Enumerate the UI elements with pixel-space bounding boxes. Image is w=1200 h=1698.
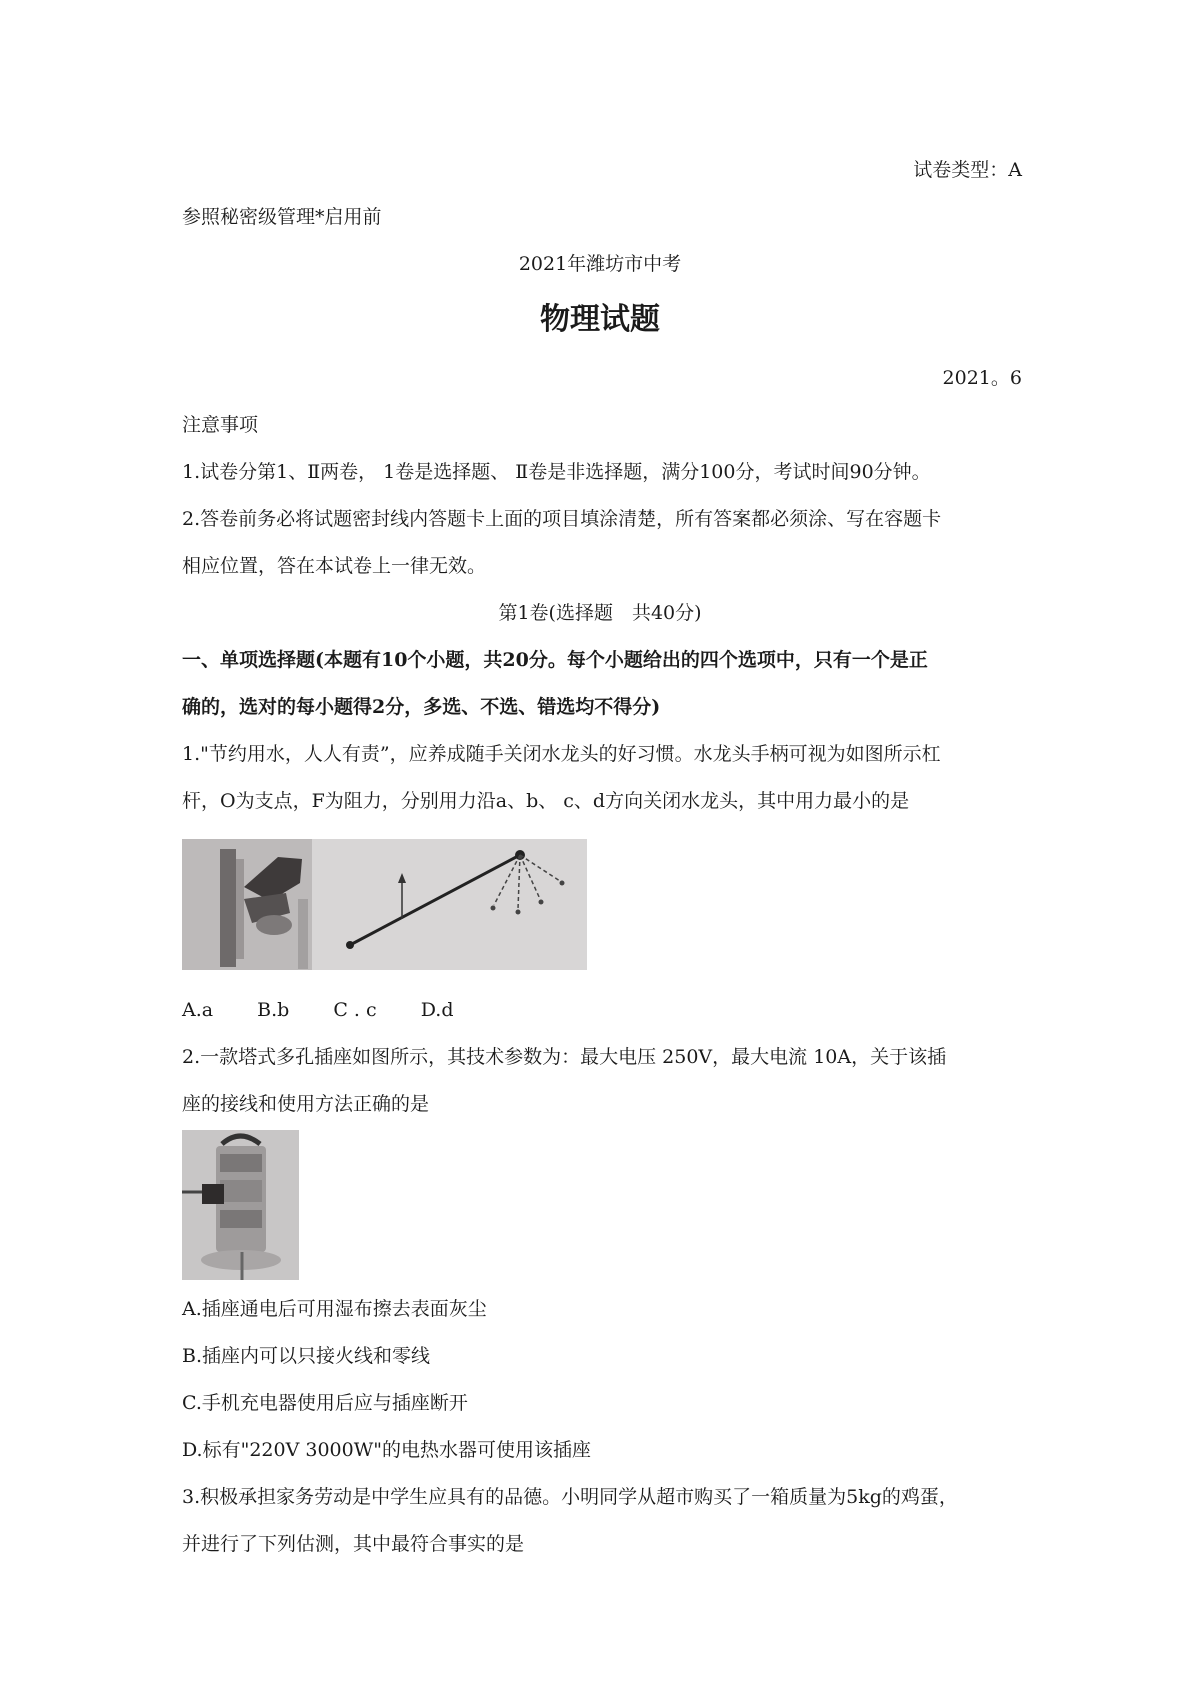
faucet-lever-figure (182, 839, 587, 970)
q1-option-d[interactable]: D.d (420, 999, 454, 1021)
q1-option-c[interactable]: C . c (333, 999, 377, 1021)
volume-title: 第1卷(选择题 共40分) (498, 602, 702, 624)
q2-stem-line-2: 座的接线和使用方法正确的是 (182, 1093, 430, 1115)
security-level: 参照秘密级管理*启用前 (182, 206, 382, 228)
q2-option-d[interactable]: D.标有"220V 3000W"的电热水器可使用该插座 (182, 1439, 591, 1461)
q1-option-b[interactable]: B.b (257, 999, 290, 1021)
q2-option-c[interactable]: C.手机充电器使用后应与插座断开 (182, 1392, 468, 1414)
paper-type: 试卷类型：A (913, 159, 1022, 181)
tower-socket-figure (182, 1130, 299, 1280)
q1-stem-line-2: 杆，O为支点，F为阻力，分别用力沿a、b、 c、d方向关闭水龙头，其中用力最小的是 (182, 790, 910, 812)
q2-option-a[interactable]: A.插座通电后可用湿布擦去表面灰尘 (182, 1298, 487, 1320)
q3-stem-line-1: 3.积极承担家务劳动是中学生应具有的品德。小明同学从超市购买了一箱质量为5kg的鸡蛋， (182, 1486, 958, 1508)
section-heading-line-1: 一、单项选择题(本题有10个小题，共20分。每个小题给出的四个选项中，只有一个是正 (182, 649, 928, 671)
page-title: 物理试题 (540, 302, 660, 337)
q2-option-b[interactable]: B.插座内可以只接火线和零线 (182, 1345, 431, 1367)
q2-stem-line-1: 2.一款塔式多孔插座如图所示，其技术参数为：最大电压 250V，最大电流 10A，关于该插 (182, 1046, 947, 1068)
note-line-2: 2.答卷前务必将试题密封线内答题卡上面的项目填涂清楚，所有答案都必须涂、写在容题卡 (182, 508, 942, 530)
note-line-1: 1.试卷分第1、Ⅱ两卷， 1卷是选择题、 Ⅱ卷是非选择题，满分100分，考试时间90分钟。 (182, 461, 931, 483)
q3-stem-line-2: 并进行了下列估测，其中最符合事实的是 (182, 1533, 525, 1555)
exam-date: 2021。6 (942, 367, 1022, 389)
section-heading-line-2: 确的，选对的每小题得2分，多选、不选、错选均不得分) (182, 696, 661, 718)
note-line-3: 相应位置，答在本试卷上一律无效。 (182, 555, 487, 577)
q1-options (182, 998, 491, 1022)
notes-heading: 注意事项 (182, 414, 259, 436)
q1-stem-line-1: 1."节约用水，人人有责”，应养成随手关闭水龙头的好习惯。水龙头手柄可视为如图所示杠 (182, 743, 941, 765)
exam-name: 2021年潍坊市中考 (518, 253, 682, 275)
q1-option-a[interactable]: A.a (182, 999, 214, 1021)
